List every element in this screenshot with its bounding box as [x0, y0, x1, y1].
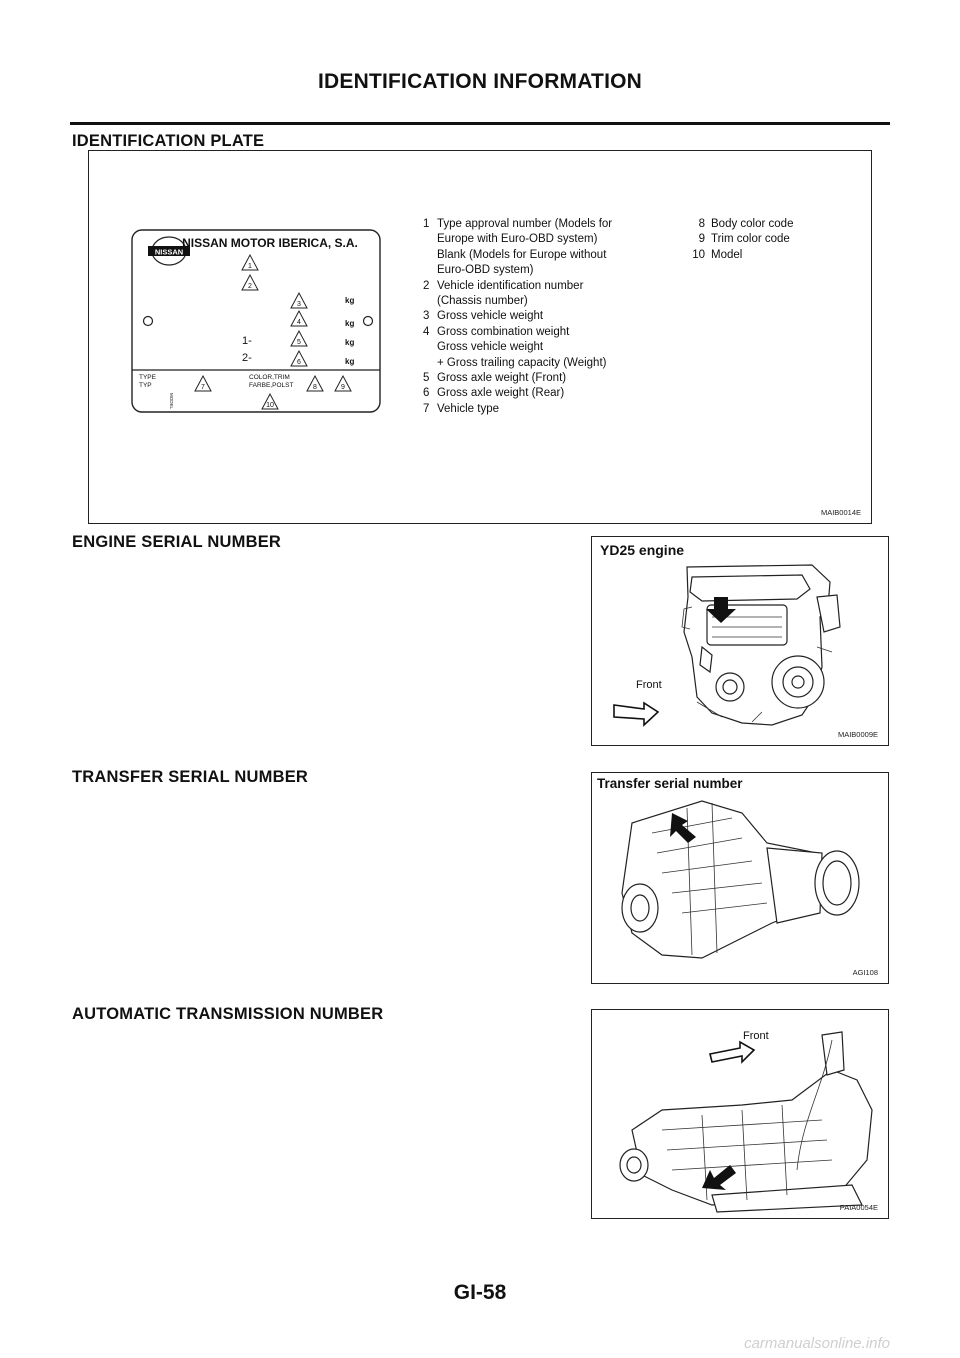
figure-code: AGI108 — [852, 968, 878, 977]
legend-row: 1 Type approval number (Models for — [423, 218, 613, 230]
front-arrow-icon — [710, 1042, 754, 1062]
plate-unit-3: kg — [345, 296, 355, 305]
plate-model-label: MODEL — [169, 393, 174, 410]
footer-watermark-url[interactable]: carmanualsonline.info — [744, 1335, 890, 1352]
automatic-transmission-figure — [591, 1009, 889, 1219]
svg-text:1: 1 — [248, 263, 252, 270]
legend-row: 4 Gross combination weight — [423, 325, 570, 338]
page-title: IDENTIFICATION INFORMATION — [317, 70, 643, 93]
legend-row: (Chassis number) — [437, 295, 528, 308]
svg-text:8: 8 — [313, 384, 317, 391]
legend-row: 10 Model — [692, 248, 743, 261]
title-rule — [70, 122, 890, 125]
plate-color-label-2: FARBE,POLST — [249, 382, 294, 389]
plate-type-label-2: TYP — [139, 382, 152, 389]
figure-code: MAIB0014E — [820, 508, 861, 517]
section-title-identification-plate: IDENTIFICATION PLATE — [72, 132, 265, 150]
engine-figure-title: YD25 engine — [600, 542, 685, 558]
plate-unit-6: kg — [345, 357, 355, 366]
transmission-front-label: Front — [743, 1030, 769, 1042]
section-title-transfer-serial-number: TRANSFER SERIAL NUMBER — [72, 768, 309, 786]
svg-text:7: 7 — [201, 384, 205, 391]
legend-row: Euro-OBD system) — [437, 264, 534, 277]
legend-row: 8 Body color code — [698, 218, 794, 230]
figure-code: PAIA0054E — [839, 1203, 878, 1212]
plate-axle-2-label: 2- — [242, 352, 252, 364]
engine-front-label: Front — [636, 679, 662, 691]
transfer-figure-title: Transfer serial number — [597, 776, 743, 791]
figure-code: MAIB0009E — [837, 730, 878, 739]
legend-row: 6 Gross axle weight (Rear) — [423, 387, 565, 400]
legend-row: 3 Gross vehicle weight — [423, 310, 544, 323]
svg-text:4: 4 — [297, 319, 301, 326]
identification-plate-figure — [88, 150, 872, 524]
plate-color-label-1: COLOR,TRIM — [249, 374, 290, 381]
legend-row: 5 Gross axle weight (Front) — [423, 372, 567, 385]
plate-rivet-right — [364, 317, 373, 326]
legend-row: Gross vehicle weight — [437, 341, 544, 354]
legend-row: 7 Vehicle type — [423, 402, 500, 415]
svg-text:10: 10 — [266, 402, 274, 409]
plate-unit-5: kg — [345, 338, 355, 347]
svg-text:5: 5 — [297, 339, 301, 346]
legend-row: + Gross trailing capacity (Weight) — [437, 356, 607, 369]
transmission-drawing — [592, 1010, 890, 1220]
legend-row: 2 Vehicle identification number — [423, 279, 584, 292]
svg-text:3: 3 — [297, 301, 301, 308]
svg-text:6: 6 — [297, 359, 301, 366]
plate-type-label-1: TYPE — [139, 374, 156, 381]
engine-drawing — [592, 537, 890, 747]
section-title-automatic-transmission-number: AUTOMATIC TRANSMISSION NUMBER — [72, 1005, 384, 1023]
legend-row: Blank (Models for Europe without — [437, 248, 607, 261]
page-number: GI-58 — [453, 1281, 507, 1304]
transfer-drawing — [592, 773, 890, 985]
engine-figure — [591, 536, 889, 746]
transfer-figure — [591, 772, 889, 984]
plate-company-name: NISSAN MOTOR IBERICA, S.A. — [182, 236, 358, 250]
svg-text:2: 2 — [248, 283, 252, 290]
legend-row: 9 Trim color code — [698, 233, 790, 246]
plate-rivet-left — [144, 317, 153, 326]
legend-row: Europe with Euro-OBD system) — [437, 233, 598, 246]
plate-axle-1-label: 1- — [242, 335, 252, 347]
plate-badge-text: NISSAN — [154, 247, 184, 257]
plate-legend-right — [679, 217, 793, 263]
section-title-engine-serial-number: ENGINE SERIAL NUMBER — [72, 533, 282, 551]
front-arrow-icon — [614, 703, 658, 725]
svg-text:9: 9 — [341, 384, 345, 391]
plate-unit-4: kg — [345, 319, 355, 328]
plate-legend-left — [423, 217, 612, 417]
